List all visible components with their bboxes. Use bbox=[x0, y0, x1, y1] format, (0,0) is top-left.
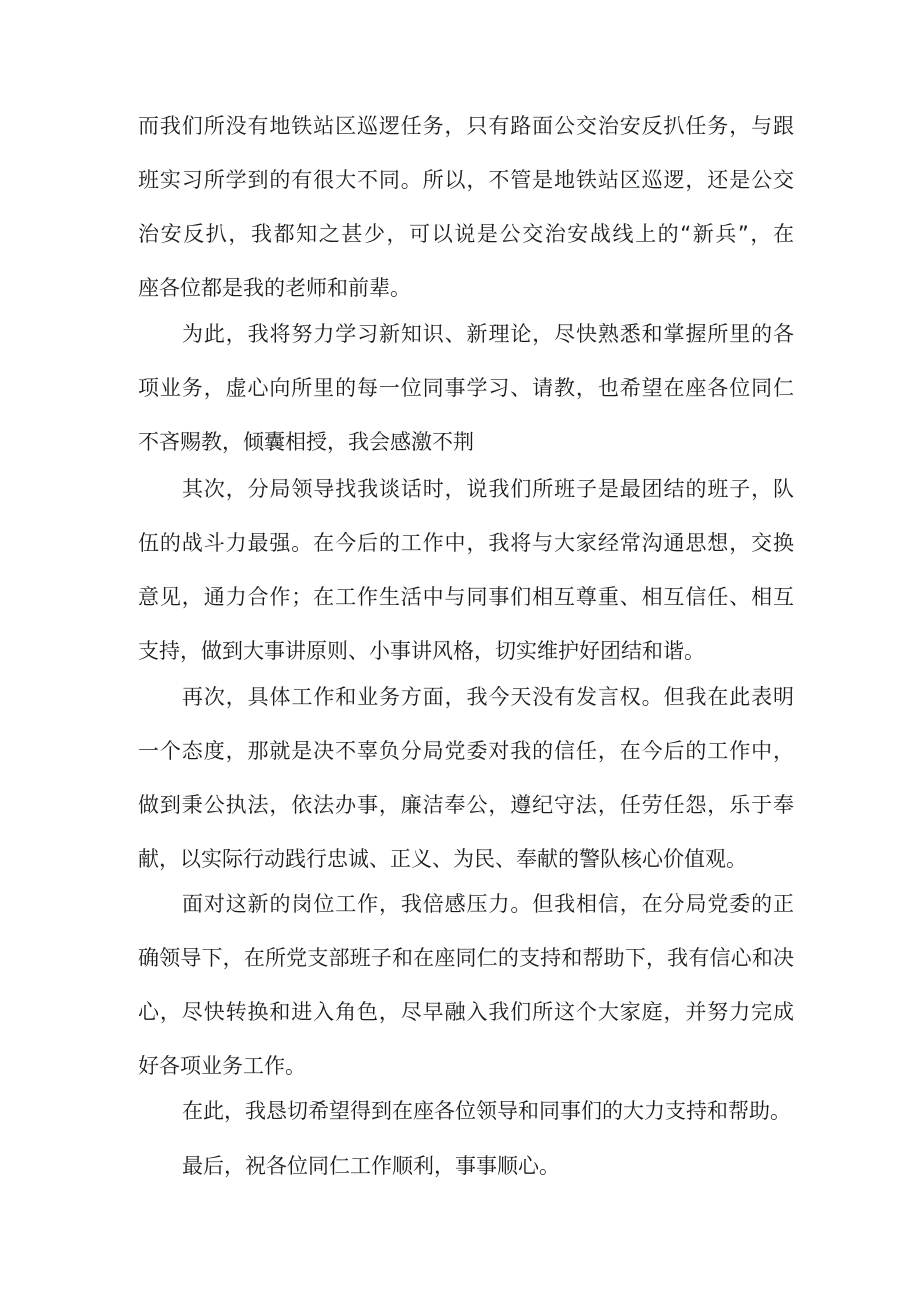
text-line: 确领导下，在所党支部班子和在座同仁的支持和帮助下，我有信心和决 bbox=[138, 946, 794, 970]
paragraph-study bbox=[138, 307, 794, 469]
text-line: 做到秉公执法，依法办事，廉洁奉公，遵纪守法，任劳任怨，乐于奉 bbox=[138, 793, 794, 817]
text-line: 其次，分局领导找我谈话时，说我们所班子是最团结的班子，队 bbox=[182, 477, 794, 501]
paragraph-confidence bbox=[138, 877, 794, 1093]
text-line: 献，以实际行动践行忠诚、正义、为民、奉献的警队核心价值观。 bbox=[138, 847, 747, 871]
text-line: 意见，通力合作；在工作生活中与同事们相互尊重、相互信任、相互 bbox=[138, 585, 794, 609]
text-line: 最后，祝各位同仁工作顺利，事事顺心。 bbox=[182, 1154, 560, 1178]
text-line: 班实习所学到的有很大不同。所以，不管是地铁站区巡逻，还是公交 bbox=[138, 168, 794, 192]
text-line: 为此，我将努力学习新知识、新理论，尽快熟悉和掌握所里的各 bbox=[182, 322, 794, 346]
paragraph-closing bbox=[138, 1139, 794, 1193]
text-line: 在此，我恳切希望得到在座各位领导和同事们的大力支持和帮助。 bbox=[182, 1099, 791, 1123]
paragraph-unity bbox=[138, 462, 794, 678]
paragraph-continuation bbox=[138, 99, 794, 315]
paragraph-hope bbox=[138, 1084, 794, 1138]
text-line: 支持，做到大事讲原则、小事讲风格，切实维护好团结和谐。 bbox=[138, 639, 705, 663]
text-line: 治安反扒，我都知之甚少，可以说是公交治安战线上的“新兵”，在 bbox=[138, 222, 794, 246]
text-line: 座各位都是我的老师和前辈。 bbox=[138, 276, 411, 300]
text-line: 伍的战斗力最强。在今后的工作中，我将与大家经常沟通思想，交换 bbox=[138, 531, 794, 555]
text-line: 再次，具体工作和业务方面，我今天没有发言权。但我在此表明 bbox=[182, 685, 794, 709]
text-line: 一个态度，那就是决不辜负分局党委对我的信任，在今后的工作中， bbox=[138, 739, 794, 763]
text-line: 心，尽快转换和进入角色，尽早融入我们所这个大家庭，并努力完成 bbox=[138, 1000, 794, 1024]
text-line: 好各项业务工作。 bbox=[138, 1054, 306, 1078]
paragraph-attitude bbox=[138, 670, 794, 886]
text-line: 而我们所没有地铁站区巡逻任务，只有路面公交治安反扒任务，与跟 bbox=[138, 114, 794, 138]
text-line: 面对这新的岗位工作，我倍感压力。但我相信，在分局党委的正 bbox=[182, 892, 794, 916]
text-line: 项业务，虚心向所里的每一位同事学习、请教，也希望在座各位同仁 bbox=[138, 376, 794, 400]
text-line: 不吝赐教，倾囊相授，我会感激不荆 bbox=[138, 430, 474, 454]
